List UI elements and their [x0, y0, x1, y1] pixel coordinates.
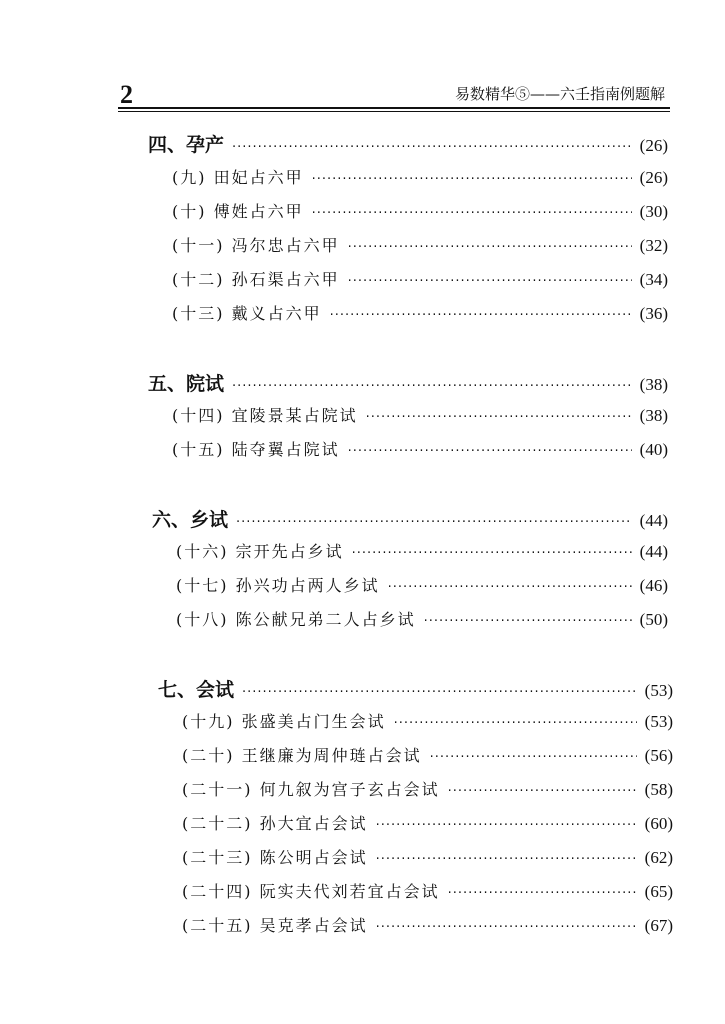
leader-dots [348, 274, 632, 289]
toc-entry-label: (二十五) 吴克孝占会试 [182, 916, 368, 935]
toc-entry-label: (二十) 王继廉为周仲琏占会试 [182, 746, 422, 765]
toc-page-number: (26) [639, 168, 668, 187]
leader-dots [242, 685, 637, 700]
toc-page-number: (34) [639, 270, 668, 289]
toc-section [148, 130, 668, 154]
toc-entry-label: (二十一) 何九叙为宫子玄占会试 [182, 780, 440, 799]
toc-entry-label: (二十三) 陈公明占会试 [182, 848, 368, 867]
leader-dots [376, 818, 637, 833]
leader-dots [430, 750, 637, 765]
toc-entry [182, 879, 673, 903]
toc-entry-label: (十八) 陈公献兄弟二人占乡试 [176, 610, 416, 629]
toc-entry [182, 743, 673, 767]
toc-entry [182, 709, 673, 733]
toc-page-number: (26) [639, 136, 668, 155]
leader-dots [448, 886, 637, 901]
toc-page-number: (53) [644, 712, 673, 731]
toc-entry [182, 811, 673, 835]
toc-entry [182, 777, 673, 801]
toc-entry [172, 199, 668, 223]
header-rule-thin [118, 111, 670, 112]
toc-page-number: (56) [644, 746, 673, 765]
toc-entry-label: (十) 傅姓占六甲 [172, 202, 304, 221]
toc-entry [176, 539, 668, 563]
leader-dots [312, 206, 632, 221]
leader-dots [312, 172, 632, 187]
toc-section-label: 五、院试 [148, 373, 225, 395]
leader-dots [348, 444, 632, 459]
toc-page-number: (58) [644, 780, 673, 799]
leader-dots [424, 614, 632, 629]
toc-page-number: (50) [639, 610, 668, 629]
leader-dots [348, 240, 632, 255]
header-rule [118, 107, 670, 109]
toc-entry-label: (十二) 孙石渠占六甲 [172, 270, 340, 289]
toc-entry-label: (十九) 张盛美占门生会试 [182, 712, 386, 731]
leader-dots [232, 140, 632, 155]
toc-entry-label: (二十四) 阮实夫代刘若宜占会试 [182, 882, 440, 901]
toc-entry [172, 403, 668, 427]
leader-dots [236, 515, 632, 530]
toc-section [158, 675, 673, 699]
running-title: 易数精华⑤——六壬指南例题解 [454, 85, 665, 103]
toc-entry [172, 301, 668, 325]
toc-entry [172, 437, 668, 461]
leader-dots [394, 716, 637, 731]
toc-page-number: (38) [639, 375, 668, 394]
toc-page-number: (30) [639, 202, 668, 221]
leader-dots [376, 920, 637, 935]
toc-entry-label: (九) 田妃占六甲 [172, 168, 304, 187]
leader-dots [330, 308, 632, 323]
toc-entry [176, 573, 668, 597]
toc-page-number: (32) [639, 236, 668, 255]
toc-entry [172, 165, 668, 189]
leader-dots [352, 546, 632, 561]
leader-dots [366, 410, 632, 425]
toc-section-label: 六、乡试 [152, 509, 229, 531]
leader-dots [448, 784, 637, 799]
toc-page-number: (44) [639, 542, 668, 561]
toc-entry-label: (十一) 冯尔忠占六甲 [172, 236, 340, 255]
leader-dots [376, 852, 637, 867]
toc-entry [176, 607, 668, 631]
toc-entry [182, 913, 673, 937]
toc-page-number: (36) [639, 304, 668, 323]
toc-entry-label: (十六) 宗开先占乡试 [176, 542, 344, 561]
toc-page-number: (44) [639, 511, 668, 530]
toc-page-number: (38) [639, 406, 668, 425]
leader-dots [388, 580, 632, 595]
toc-entry-label: (十三) 戴义占六甲 [172, 304, 322, 323]
toc-page-number: (62) [644, 848, 673, 867]
toc-entry-label: (十五) 陆夺翼占院试 [172, 440, 340, 459]
toc-page-number: (60) [644, 814, 673, 833]
toc-page-number: (65) [644, 882, 673, 901]
toc-entry-label: (二十二) 孙大宜占会试 [182, 814, 368, 833]
toc-entry-label: (十七) 孙兴功占两人乡试 [176, 576, 380, 595]
leader-dots [232, 379, 632, 394]
toc-section-label: 四、孕产 [148, 134, 225, 156]
toc-section [152, 505, 668, 529]
toc-entry-label: (十四) 宜陵景某占院试 [172, 406, 358, 425]
toc-section [148, 369, 668, 393]
toc-page-number: (67) [644, 916, 673, 935]
toc-entry [182, 845, 673, 869]
toc-page-number: (40) [639, 440, 668, 459]
toc-page-number: (53) [644, 681, 673, 700]
toc-entry [172, 267, 668, 291]
toc-page-number: (46) [639, 576, 668, 595]
page-number: 2 [120, 80, 133, 109]
toc-entry [172, 233, 668, 257]
toc-section-label: 七、会试 [158, 679, 235, 701]
